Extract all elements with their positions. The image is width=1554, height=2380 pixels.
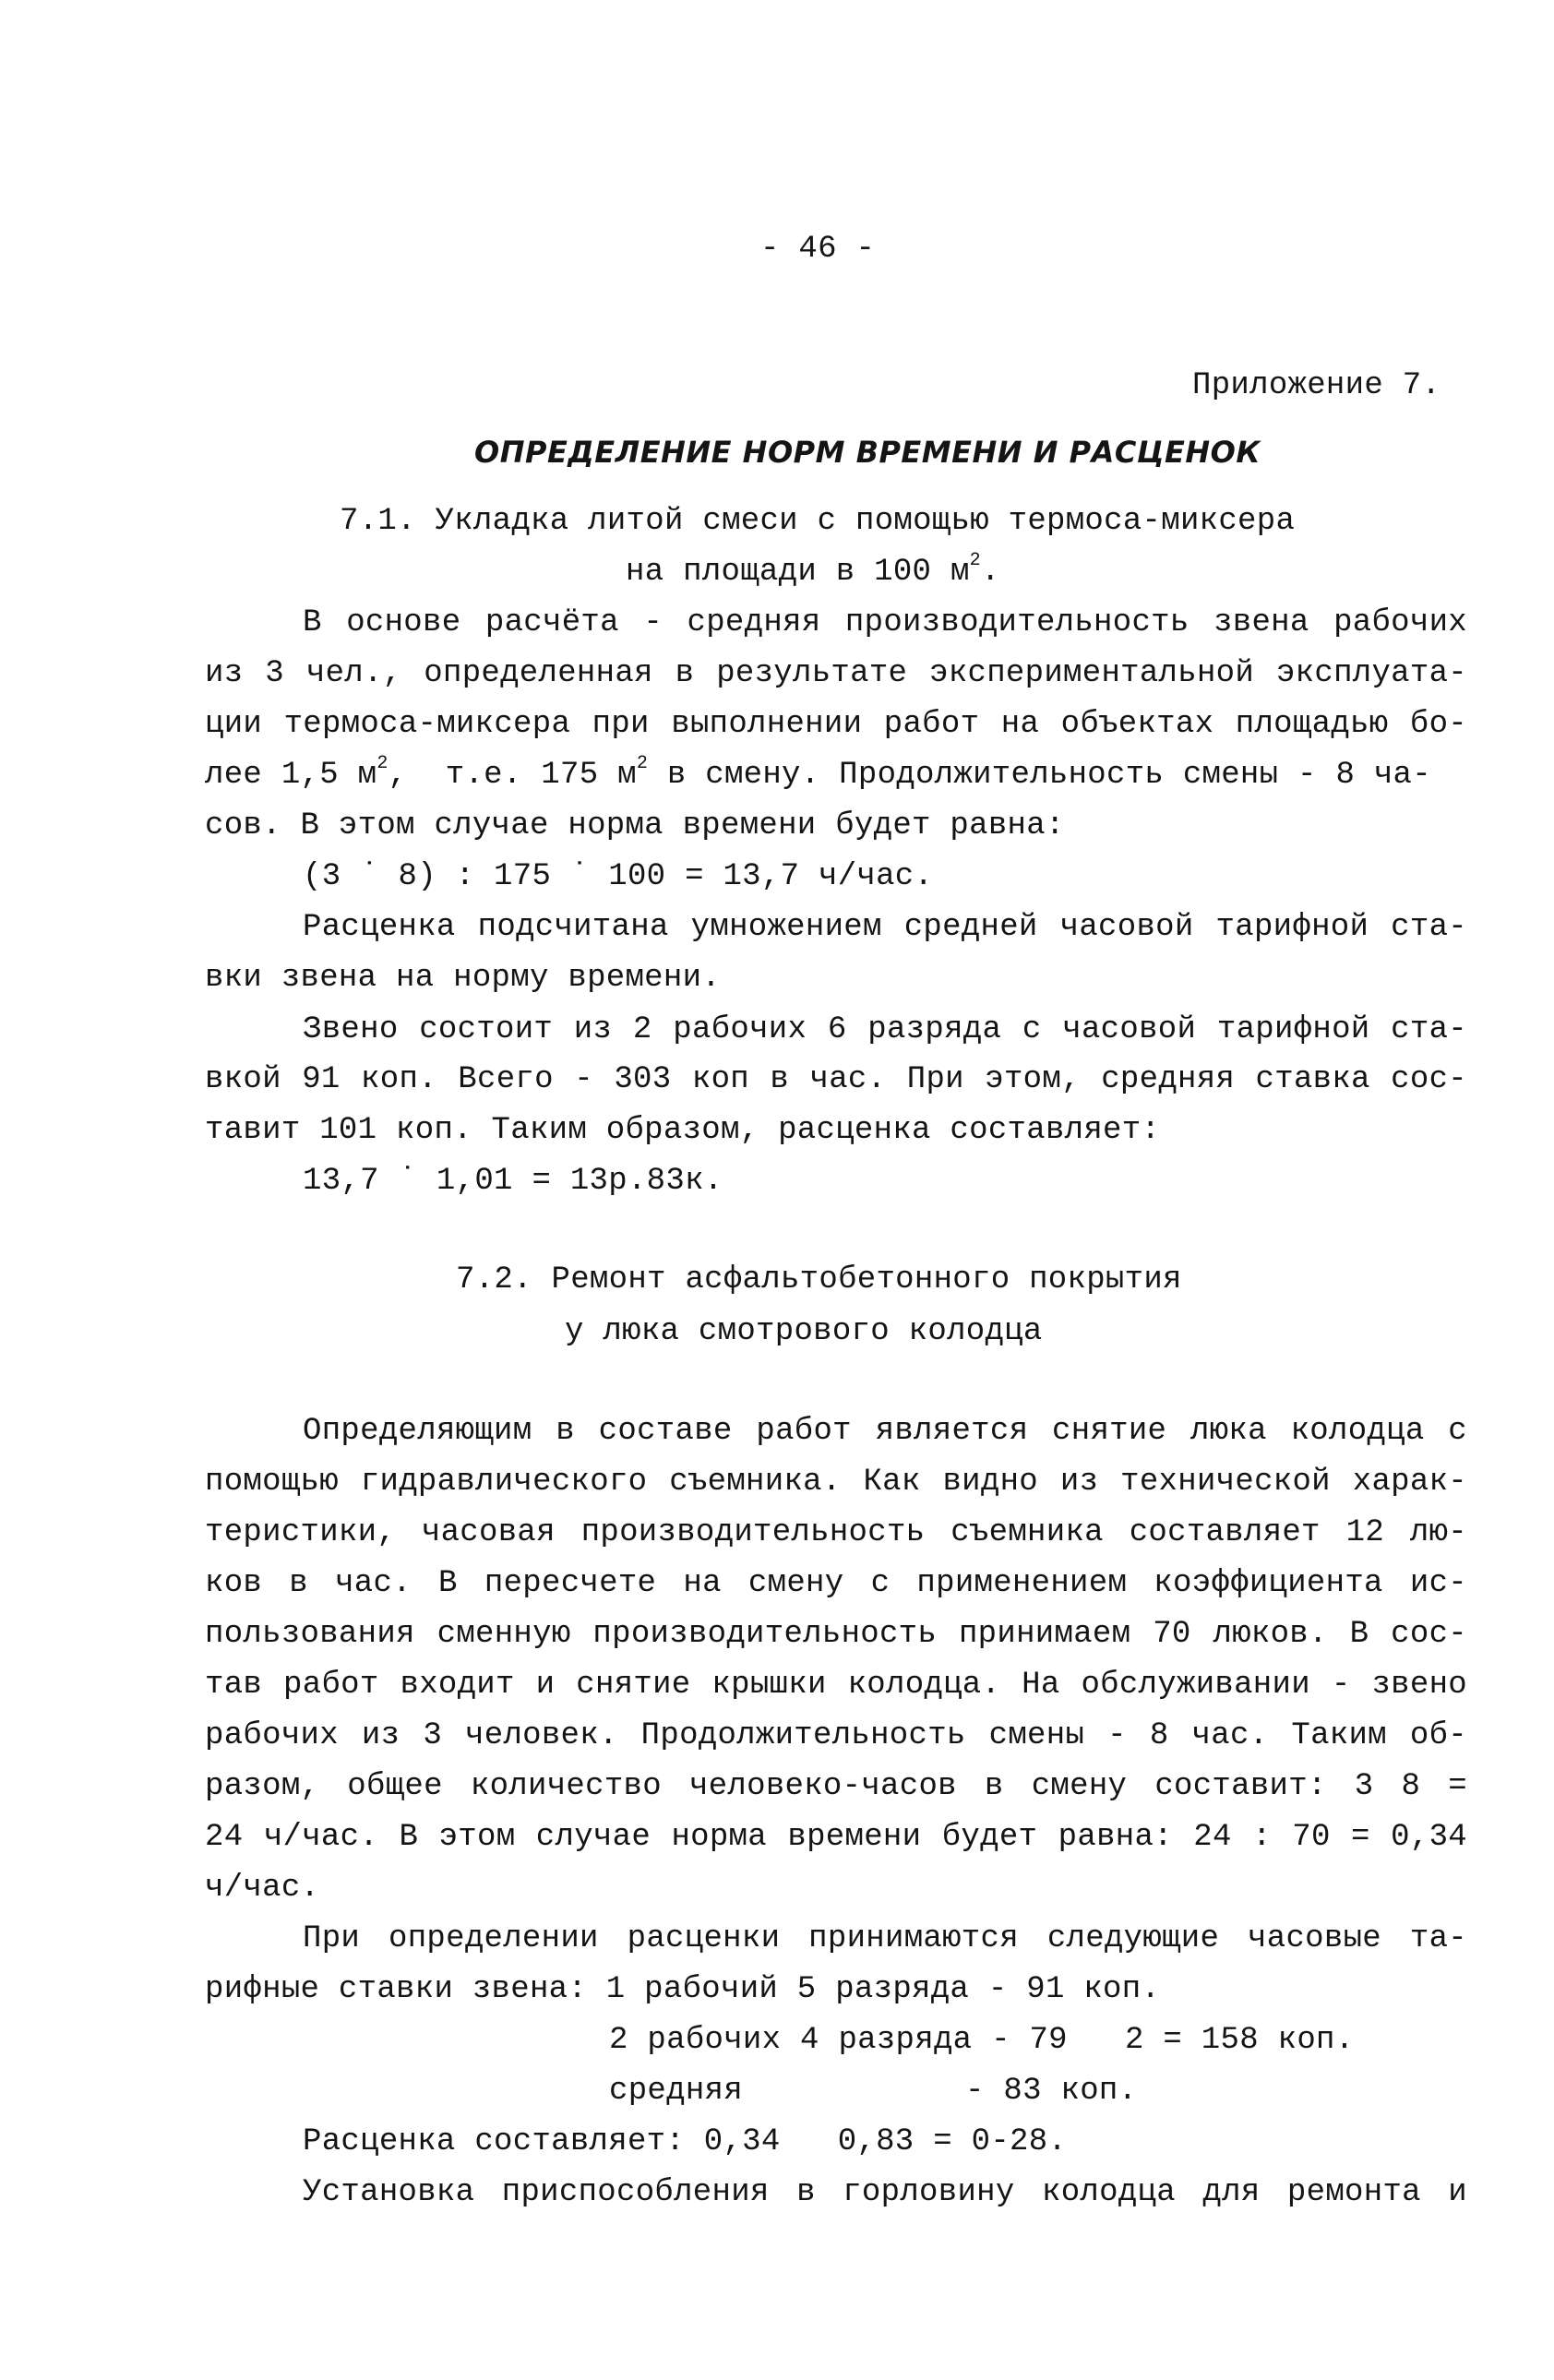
paragraph-line: лее 1,5 $м^2$, т.е. 175 $м^2$ в смену. Продолжительность смены - 8 ча-: [205, 752, 1431, 793]
paragraph-line: тавит 101 коп. Таким образом, расценка составляет:: [205, 1113, 1161, 1148]
result-line: Расценка составляет: 0,34 0,83 = 0-28.: [303, 2124, 1068, 2159]
superscript: 2: [636, 752, 649, 774]
paragraph-line: В основе расчёта - средняя производительность звена рабочих: [303, 605, 1467, 640]
paragraph-line: сов. В этом случае норма времени будет равна:: [205, 808, 1065, 843]
section-7-2-heading-line2: у люка смотрового колодца: [565, 1314, 1043, 1349]
paragraph-line: ков в час. В пересчете на смену с применением коэффициента ис-: [205, 1566, 1467, 1601]
section-7-1-heading: 7.1. Укладка литой смеси с помощью термоса-миксера: [340, 504, 1296, 539]
paragraph-line: Звено состоит из 2 рабочих 6 разряда с часовой тарифной ста-: [303, 1012, 1467, 1047]
superscript: 2: [377, 752, 388, 774]
paragraph-line: ч/час.: [205, 1871, 320, 1906]
paragraph-line: пользования сменную производительность принимаем 70 люков. В сос-: [205, 1617, 1467, 1652]
paragraph-line: помощью гидравлического съемника. Как видно из технической харак-: [205, 1465, 1467, 1500]
superscript: 2: [969, 549, 981, 571]
rate-line: 2 рабочих 4 разряда - 79 2 = 158 коп.: [609, 2023, 1355, 2058]
appendix-label: Приложение 7.: [1192, 368, 1441, 403]
paragraph-line: ции термоса-миксера при выполнении работ на объектах площадью бо-: [205, 707, 1467, 742]
formula-line: 13,7 ˙ 1,01 = 13р.83к.: [303, 1164, 723, 1199]
formula-line: (3 ˙ 8) : 175 ˙ 100 = 13,7 ч/час.: [303, 859, 934, 894]
rate-average-label: средняя: [609, 2074, 743, 2109]
paragraph-line: вки звена на норму времени.: [205, 961, 721, 996]
paragraph-line: 24 ч/час. В этом случае норма времени будет равна: 24 : 70 = 0,34: [205, 1820, 1467, 1855]
section-7-2-heading: 7.2. Ремонт асфальтобетонного покрытия: [456, 1262, 1182, 1298]
section-7-1-heading-line2: на площади в 100 $м^2$.: [626, 549, 1000, 590]
paragraph-line: разом, общее количество человеко-часов в смену составит: 3 8 =: [205, 1769, 1467, 1804]
paragraph-line: При определении расценки принимаются следующие часовые та-: [303, 1921, 1467, 1956]
paragraph-line: Установка приспособления в горловину колодца для ремонта и: [303, 2175, 1467, 2210]
page-number: - 46 -: [760, 232, 876, 267]
document-title: ОПРЕДЕЛЕНИЕ НОРМ ВРЕМЕНИ И РАСЦЕНОК: [474, 435, 1261, 470]
paragraph-line: теристики, часовая производительность съемника составляет 12 лю-: [205, 1515, 1467, 1550]
paragraph-line: из 3 чел., определенная в результате экспериментальной эксплуата-: [205, 656, 1467, 691]
paragraph-line: тав работ входит и снятие крышки колодца. На обслуживании - звено: [205, 1668, 1467, 1703]
paragraph-line: Расценка подсчитана умножением средней часовой тарифной ста-: [303, 910, 1467, 945]
paragraph-line: рифные ставки звена: 1 рабочий 5 разряда - 91 коп.: [205, 1972, 1161, 2007]
paragraph-line: рабочих из 3 человек. Продолжительность смены - 8 час. Таким об-: [205, 1718, 1467, 1753]
paragraph-line: вкой 91 коп. Всего - 303 коп в час. При этом, средняя ставка сос-: [205, 1062, 1467, 1097]
rate-average-value: - 83 коп.: [965, 2074, 1138, 2109]
paragraph-line: Определяющим в составе работ является снятие люка колодца с: [303, 1414, 1467, 1449]
